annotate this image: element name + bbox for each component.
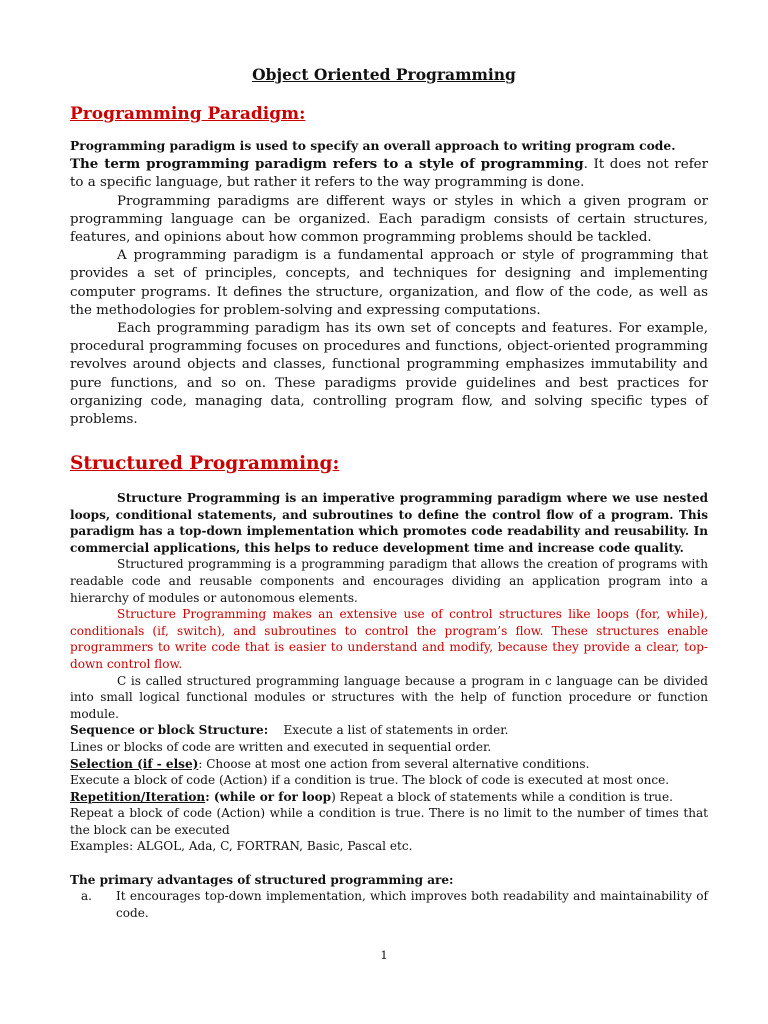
- sequence-description: Lines or blocks of code are written and executed in sequential order.: [70, 739, 492, 754]
- selection-description: Execute a block of code (Action) if a condition is true. The block of code is executed at most once.: [70, 773, 670, 788]
- structured-paragraph-2: Structured programming is a programming paradigm that allows the creation of programs with readable code and reusable components and encourages dividing an application program into a hierarchy of modules or autonomous elements.: [70, 557, 708, 605]
- paradigm-intro-bold: Programming paradigm is used to specify an overall approach to writing program code.: [70, 138, 676, 153]
- sequence-label: Sequence or block Structure:: [70, 723, 269, 738]
- paradigm-definition-rest: . It does not refer to a specific language, but rather it refers to the way programming is done.: [70, 157, 708, 191]
- advantages-heading: The primary advantages of structured programming are:: [70, 872, 454, 887]
- page-number: 1: [380, 948, 388, 962]
- selection-text: : Choose at most one action from several alternative conditions.: [198, 756, 590, 771]
- section-structured-programming-body: [70, 490, 708, 921]
- sequence-line: [70, 722, 708, 739]
- sequence-text: Execute a list of statements in order.: [283, 723, 509, 738]
- list-item-text: It encourages top-down implementation, which improves both readability and maintainability of code.: [116, 889, 708, 920]
- paradigm-paragraph-3: Programming paradigms are different ways or styles in which a given program or programming language can be organized. Each paradigm consists of certain structures, features, and opinions about how common programming problems should be tackled.: [70, 193, 708, 246]
- list-item-marker: a.: [80, 889, 92, 904]
- paradigm-definition-bold: The term programming paradigm refers to a style of programming: [70, 156, 584, 173]
- selection-label: Selection (if - else): [70, 756, 199, 771]
- list-item: [70, 888, 708, 921]
- structured-intro-bold: Structure Programming is an imperative programming paradigm where we use nested loops, conditional statements, and subroutines to define the control flow of a program. This paradigm has a top-down implementation which promotes code readability and reusability. In commercial applications, this helps to reduce development time and increase code quality.: [70, 491, 708, 555]
- examples-line: Examples: ALGOL, Ada, C, FORTRAN, Basic, Pascal etc.: [70, 839, 413, 854]
- repetition-label: Repetition/Iteration: [70, 789, 206, 804]
- repetition-paren: (while or for loop: [213, 789, 332, 804]
- selection-line: [70, 756, 708, 773]
- structured-paragraph-4: C is called structured programming language because a program in c language can be divided into small logical functional modules or structures with the help of function procedure or function module.: [70, 673, 708, 721]
- repetition-text: ) Repeat a block of statements while a condition is true.: [331, 789, 673, 804]
- section-heading-programming-paradigm: Programming Paradigm:: [70, 104, 306, 124]
- document-title: Object Oriented Programming: [252, 65, 516, 84]
- repetition-description: Repeat a block of code (Action) while a condition is true. There is no limit to the number of times that the block can be executed: [70, 806, 708, 837]
- paradigm-definition-paragraph: [70, 155, 708, 192]
- section-programming-paradigm-body: [70, 137, 708, 429]
- paradigm-paragraph-4: A programming paradigm is a fundamental approach or style of programming that provides a set of principles, concepts, and techniques for designing and implementing computer programs. It defines the structure, organization, and flow of the code, as well as the methodologies for problem-solving and expressing computations.: [70, 248, 708, 318]
- structured-paragraph-3-red: Structure Programming makes an extensive use of control structures like loops (for, while), conditionals (if, switch), and subroutines to control the program’s flow. These structures enable programmers to write code that is easier to understand and modify, because they provide a clear, top-down control flow.: [70, 607, 708, 671]
- paradigm-paragraph-5: Each programming paradigm has its own set of concepts and features. For example, procedural programming focuses on procedures and functions, object-oriented programming revolves around objects and classes, functional programming emphasizes immutability and pure functions, and so on. These paradigms provide guidelines and best practices for organizing code, managing data, controlling program flow, and solving specific types of problems.: [70, 321, 708, 428]
- repetition-colon: :: [205, 789, 214, 804]
- section-heading-structured-programming: Structured Programming:: [70, 453, 340, 474]
- repetition-line: [70, 789, 708, 806]
